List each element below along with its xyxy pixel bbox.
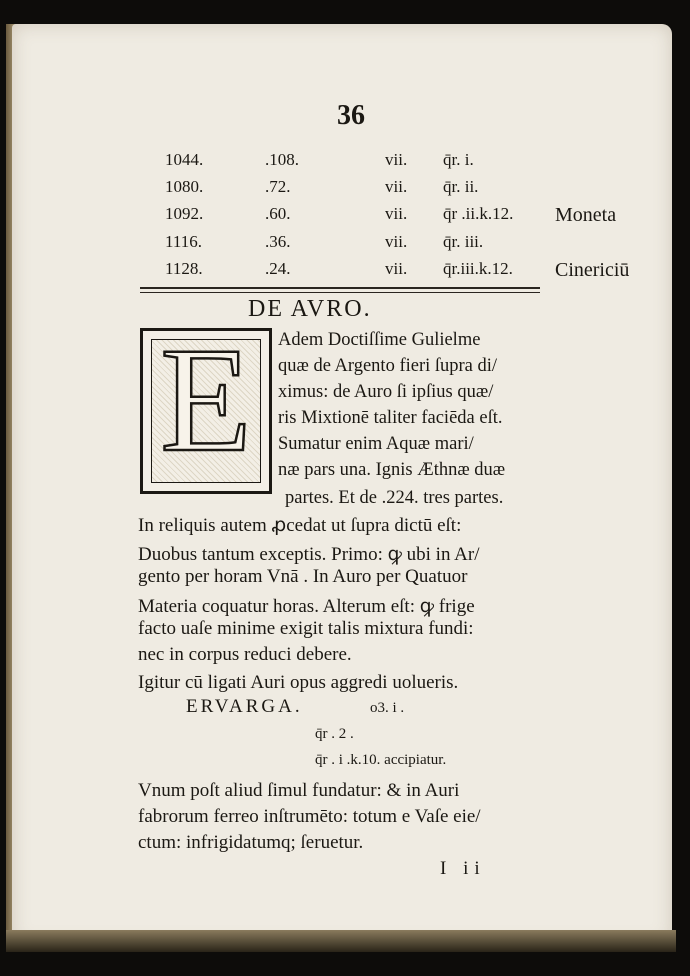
table-cell: 1116. (165, 232, 202, 251)
table-margin-note: Moneta (555, 204, 617, 226)
table-cell: .60. (265, 204, 291, 223)
table-cell: q̄r. ii. (443, 177, 479, 196)
table-margin-note: Cinericiū (555, 259, 630, 281)
text-line: facto uaſe minime exigit talis mixtura fundi: (138, 618, 474, 639)
table-cell: vii. (385, 232, 408, 251)
table-cell: 1092. (165, 204, 204, 223)
table-cell: vii. (385, 204, 408, 223)
table-cell: vii. (385, 150, 408, 169)
recipe-name: ERVARGA. (186, 696, 303, 717)
table-cell: q̄r.iii.k.12. (443, 259, 513, 278)
table-cell: .36. (265, 232, 291, 251)
table-cell: vii. (385, 259, 408, 278)
table-cell: 1044. (165, 150, 204, 169)
page-number: 36 (337, 100, 365, 131)
recipe-line: q̄r . i .k.10. accipiatur. (315, 752, 447, 768)
page-bottom-edge (6, 930, 676, 952)
decorated-initial (140, 317, 272, 494)
table-cell: .72. (265, 177, 291, 196)
table-cell: 1080. (165, 177, 204, 196)
table-rule (140, 287, 540, 289)
text-line: gento per horam Vnā . In Auro per Quatuor (138, 566, 468, 587)
text-line: nec in corpus reduci debere. (138, 644, 352, 665)
table-cell: vii. (385, 177, 408, 196)
signature-mark: I ii (440, 858, 486, 879)
text-line: Duobus tantum exceptis. Primo: ꝙ ubi in Ar/ (138, 544, 480, 565)
text-line: næ pars una. Ignis Æthnæ duæ (278, 460, 506, 480)
text-line: Igitur cū ligati Auri opus aggredi uolueris. (138, 672, 459, 693)
table-cell: q̄r .ii.k.12. (443, 204, 514, 223)
table-row (0, 259, 690, 285)
text-line: In reliquis autem ꝓcedat ut ſupra dictū eſt: (138, 515, 462, 536)
text-line: partes. Et de .224. tres partes. (285, 488, 504, 508)
text-line: ris Mixtionē taliter faciēda eſt. (278, 408, 503, 428)
table-cell: 1128. (165, 259, 203, 278)
table-cell: q̄r. iii. (443, 232, 484, 251)
text-line: ximus: de Auro ſi ipſius quæ/ (278, 382, 494, 402)
table-cell: .24. (265, 259, 291, 278)
table-row (0, 150, 690, 176)
initial-letter: E (160, 317, 252, 483)
table-row (0, 204, 690, 230)
text-line: quæ de Argento fieri ſupra di/ (278, 356, 498, 376)
table-cell: q̄r. i. (443, 150, 474, 169)
text-line: Vnum poſt aliud ſimul fundatur: & in Auri (138, 780, 460, 801)
text-line: Sumatur enim Aquæ mari/ (278, 434, 474, 454)
table-row (0, 177, 690, 203)
text-line: Materia coquatur horas. Alterum eſt: ꝙ frige (138, 596, 475, 617)
recipe-line: o3. i . (370, 700, 405, 716)
section-heading: DE AVRO. (248, 296, 372, 322)
text-line: Adem Doctiſſime Gulielme (278, 330, 481, 350)
text-line: ctum: infrigidatumq; ſeruetur. (138, 832, 364, 853)
text-line: fabrorum ferreo inſtrumēto: totum e Vaſe eie/ (138, 806, 481, 827)
recipe-line: q̄r . 2 . (315, 726, 354, 742)
table-rule (140, 292, 540, 293)
table-cell: .108. (265, 150, 299, 169)
table-row (0, 232, 690, 258)
